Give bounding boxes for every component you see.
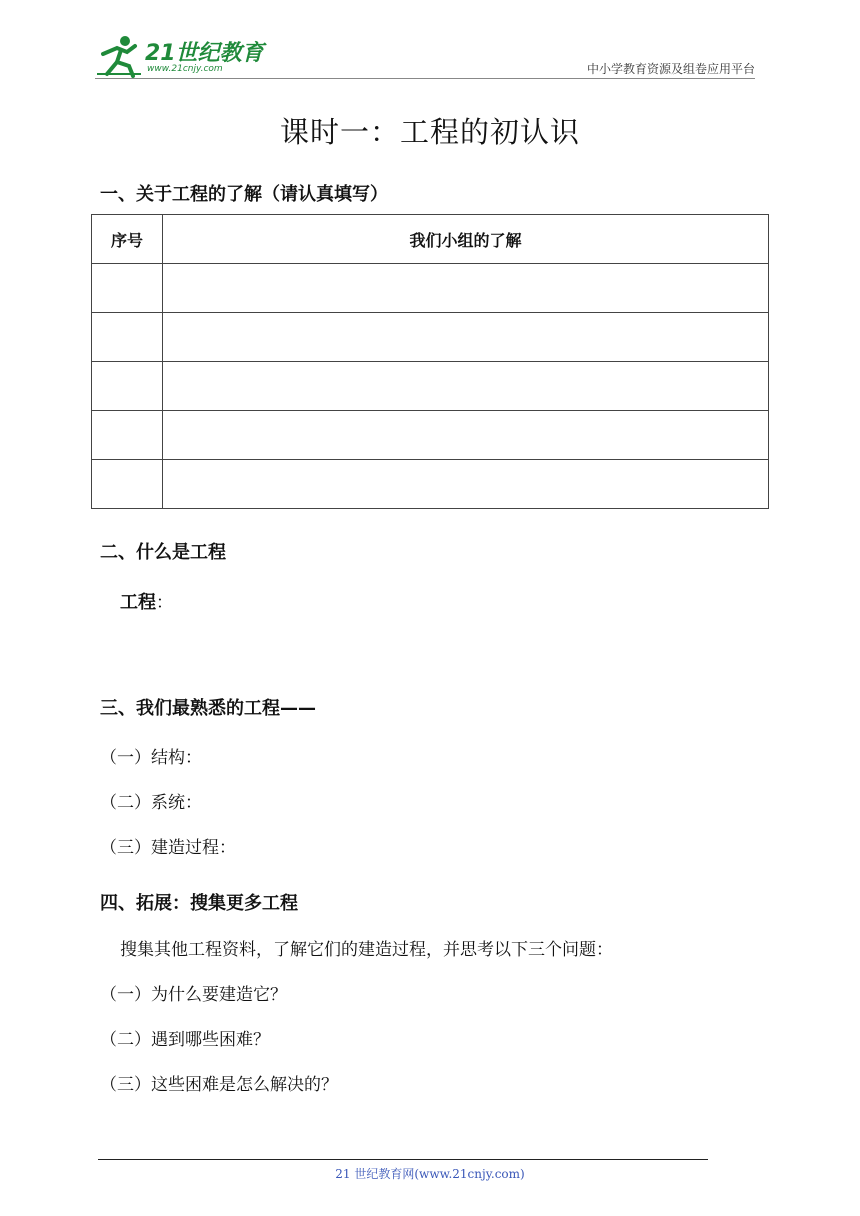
list-item: （一）结构： <box>100 748 202 768</box>
list-item: （二）遇到哪些困难？ <box>100 1030 270 1050</box>
table-row <box>92 313 769 362</box>
running-person-icon <box>95 34 143 78</box>
list-item: （三）这些困难是怎么解决的？ <box>100 1075 338 1095</box>
definition-colon: ： <box>156 593 173 613</box>
table-cell-understanding[interactable] <box>163 264 769 313</box>
table-cell-number[interactable] <box>92 411 163 460</box>
table-cell-understanding[interactable] <box>163 411 769 460</box>
logo-text: 21世纪教育 <box>145 41 264 66</box>
column-header-number: 序号 <box>92 215 163 264</box>
footer-text[interactable]: 21 世纪教育网(www.21cnjy.com) <box>335 1167 525 1181</box>
section4-heading: 四、拓展：搜集更多工程 <box>100 893 298 914</box>
site-logo <box>95 34 265 78</box>
section4-intro: 搜集其他工程资料，了解它们的建造过程，并思考以下三个问题： <box>120 940 613 960</box>
definition-label: 工程 <box>120 592 156 613</box>
table-row <box>92 362 769 411</box>
table-row <box>92 411 769 460</box>
page-title: 课时一：工程的初认识 <box>279 115 580 149</box>
table-cell-understanding[interactable] <box>163 362 769 411</box>
section1-heading: 一、关于工程的了解（请认真填写） <box>100 184 388 205</box>
column-header-understanding: 我们小组的了解 <box>163 215 769 264</box>
list-item: （三）建造过程： <box>100 838 236 858</box>
engineering-definition <box>120 588 173 614</box>
section2-heading: 二、什么是工程 <box>100 542 226 563</box>
list-item: （一）为什么要建造它？ <box>100 985 287 1005</box>
logo-url: www.21cnjy.com <box>147 64 223 74</box>
table-row <box>92 460 769 509</box>
understanding-table <box>91 214 769 509</box>
table-cell-number[interactable] <box>92 460 163 509</box>
table-cell-understanding[interactable] <box>163 313 769 362</box>
list-item: （二）系统： <box>100 793 202 813</box>
table-cell-understanding[interactable] <box>163 460 769 509</box>
table-cell-number[interactable] <box>92 362 163 411</box>
table-row <box>92 264 769 313</box>
header-tagline: 中小学教育资源及组卷应用平台 <box>586 62 755 76</box>
section3-heading: 三、我们最熟悉的工程—— <box>100 698 316 719</box>
table-header-row <box>92 215 769 264</box>
header-divider <box>95 78 755 79</box>
table-cell-number[interactable] <box>92 313 163 362</box>
table-cell-number[interactable] <box>92 264 163 313</box>
footer-divider <box>98 1159 708 1160</box>
